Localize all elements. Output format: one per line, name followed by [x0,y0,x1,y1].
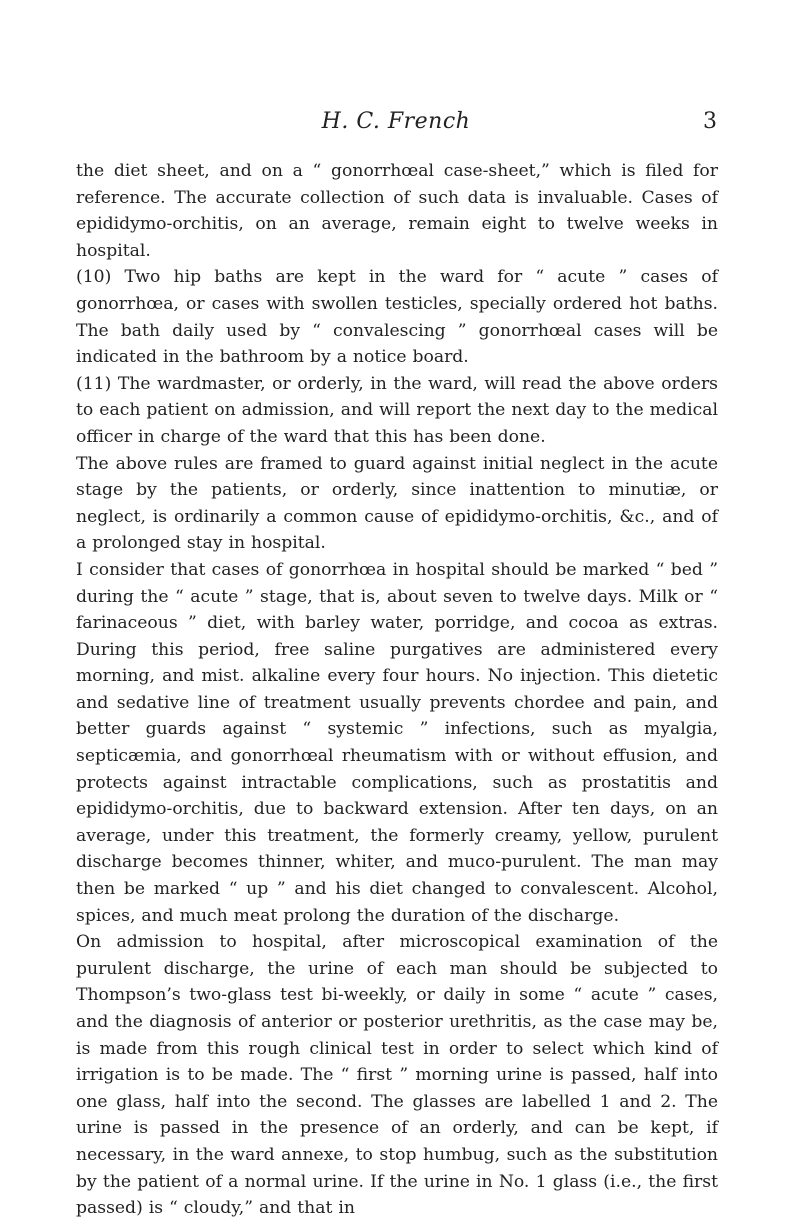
running-title: H. C. French [321,109,471,134]
paragraph-3: (11) The wardmaster, or orderly, in the ward, will read the above orders to each patient on admission, and will report the next day to the medical officer in charge of the ward that this has been done. [76,373,718,447]
paragraph-4: The above rules are framed to guard against initial neglect in the acute stage by the patients, or orderly, since inattention to minutiæ, or neglect, is ordinarily a common cause of epididymo-orchitis, &c., and of a prolonged stay in hospital. [76,453,718,554]
page-number: 3 [703,109,717,134]
paragraph-1: the diet sheet, and on a “ gonorrhœal case-sheet,” which is filed for reference. The accurate collection of such data is invaluable. Cases of epididymo-orchitis, on an average, remain eight to twelve weeks in hospital. [76,161,718,261]
body-text [76,158,718,1222]
paragraph-5: I consider that cases of gonorrhœa in hospital should be marked “ bed ” during the “ acute ” stage, that is, about seven to twelve days. Milk or “ farinaceous ” diet, with barley water, porridge, and cocoa as extras. During this period, free saline purgatives are administered every morning, and mist. alkaline every four hours. No injection. This dietetic and sedative line of treatment usually prevents chordee and pain, and better guards against “ systemic ” infections, such as myalgia, septicæmia, and gonorrhœal rheumatism with or without effusion, and protects against intractable complications, such as prostatitis and epididymo-orchitis, due to backward extension. After ten days, on an average, under this treatment, the formerly creamy, yellow, purulent discharge becomes thinner, whiter, and muco-purulent. The man may then be marked “ up ” and his diet changed to convalescent. Alcohol, spices, and much meat prolong the duration of the discharge. [76,559,718,926]
paragraph-2: (10) Two hip baths are kept in the ward for “ acute ” cases of gonorrhœa, or cases with swollen testicles, specially ordered hot baths. The bath daily used by “ convalescing ” gonorrhœal cases will be indicated in the bathroom by a notice board. [76,267,718,368]
running-head [75,109,717,141]
paragraph-6: On admission to hospital, after microscopical examination of the purulent discharge, the urine of each man should be subjected to Thompson’s two-glass test bi-weekly, or daily in some “ acute ” cases, and the diagnosis of anterior or posterior urethritis, as the case may be, is made from this rough clinical test in order to select which kind of irrigation is to be made. The “ first ” morning urine is passed, half into one glass, half into the second. The glasses are labelled 1 and 2. The urine is passed in the presence of an orderly, and can be kept, if necessary, in the ward annexe, to stop humbug, such as the substitution by the patient of a normal urine. If the urine in No. 1 glass (i.e., the first passed) is “ cloudy,” and that in [76,932,718,1219]
